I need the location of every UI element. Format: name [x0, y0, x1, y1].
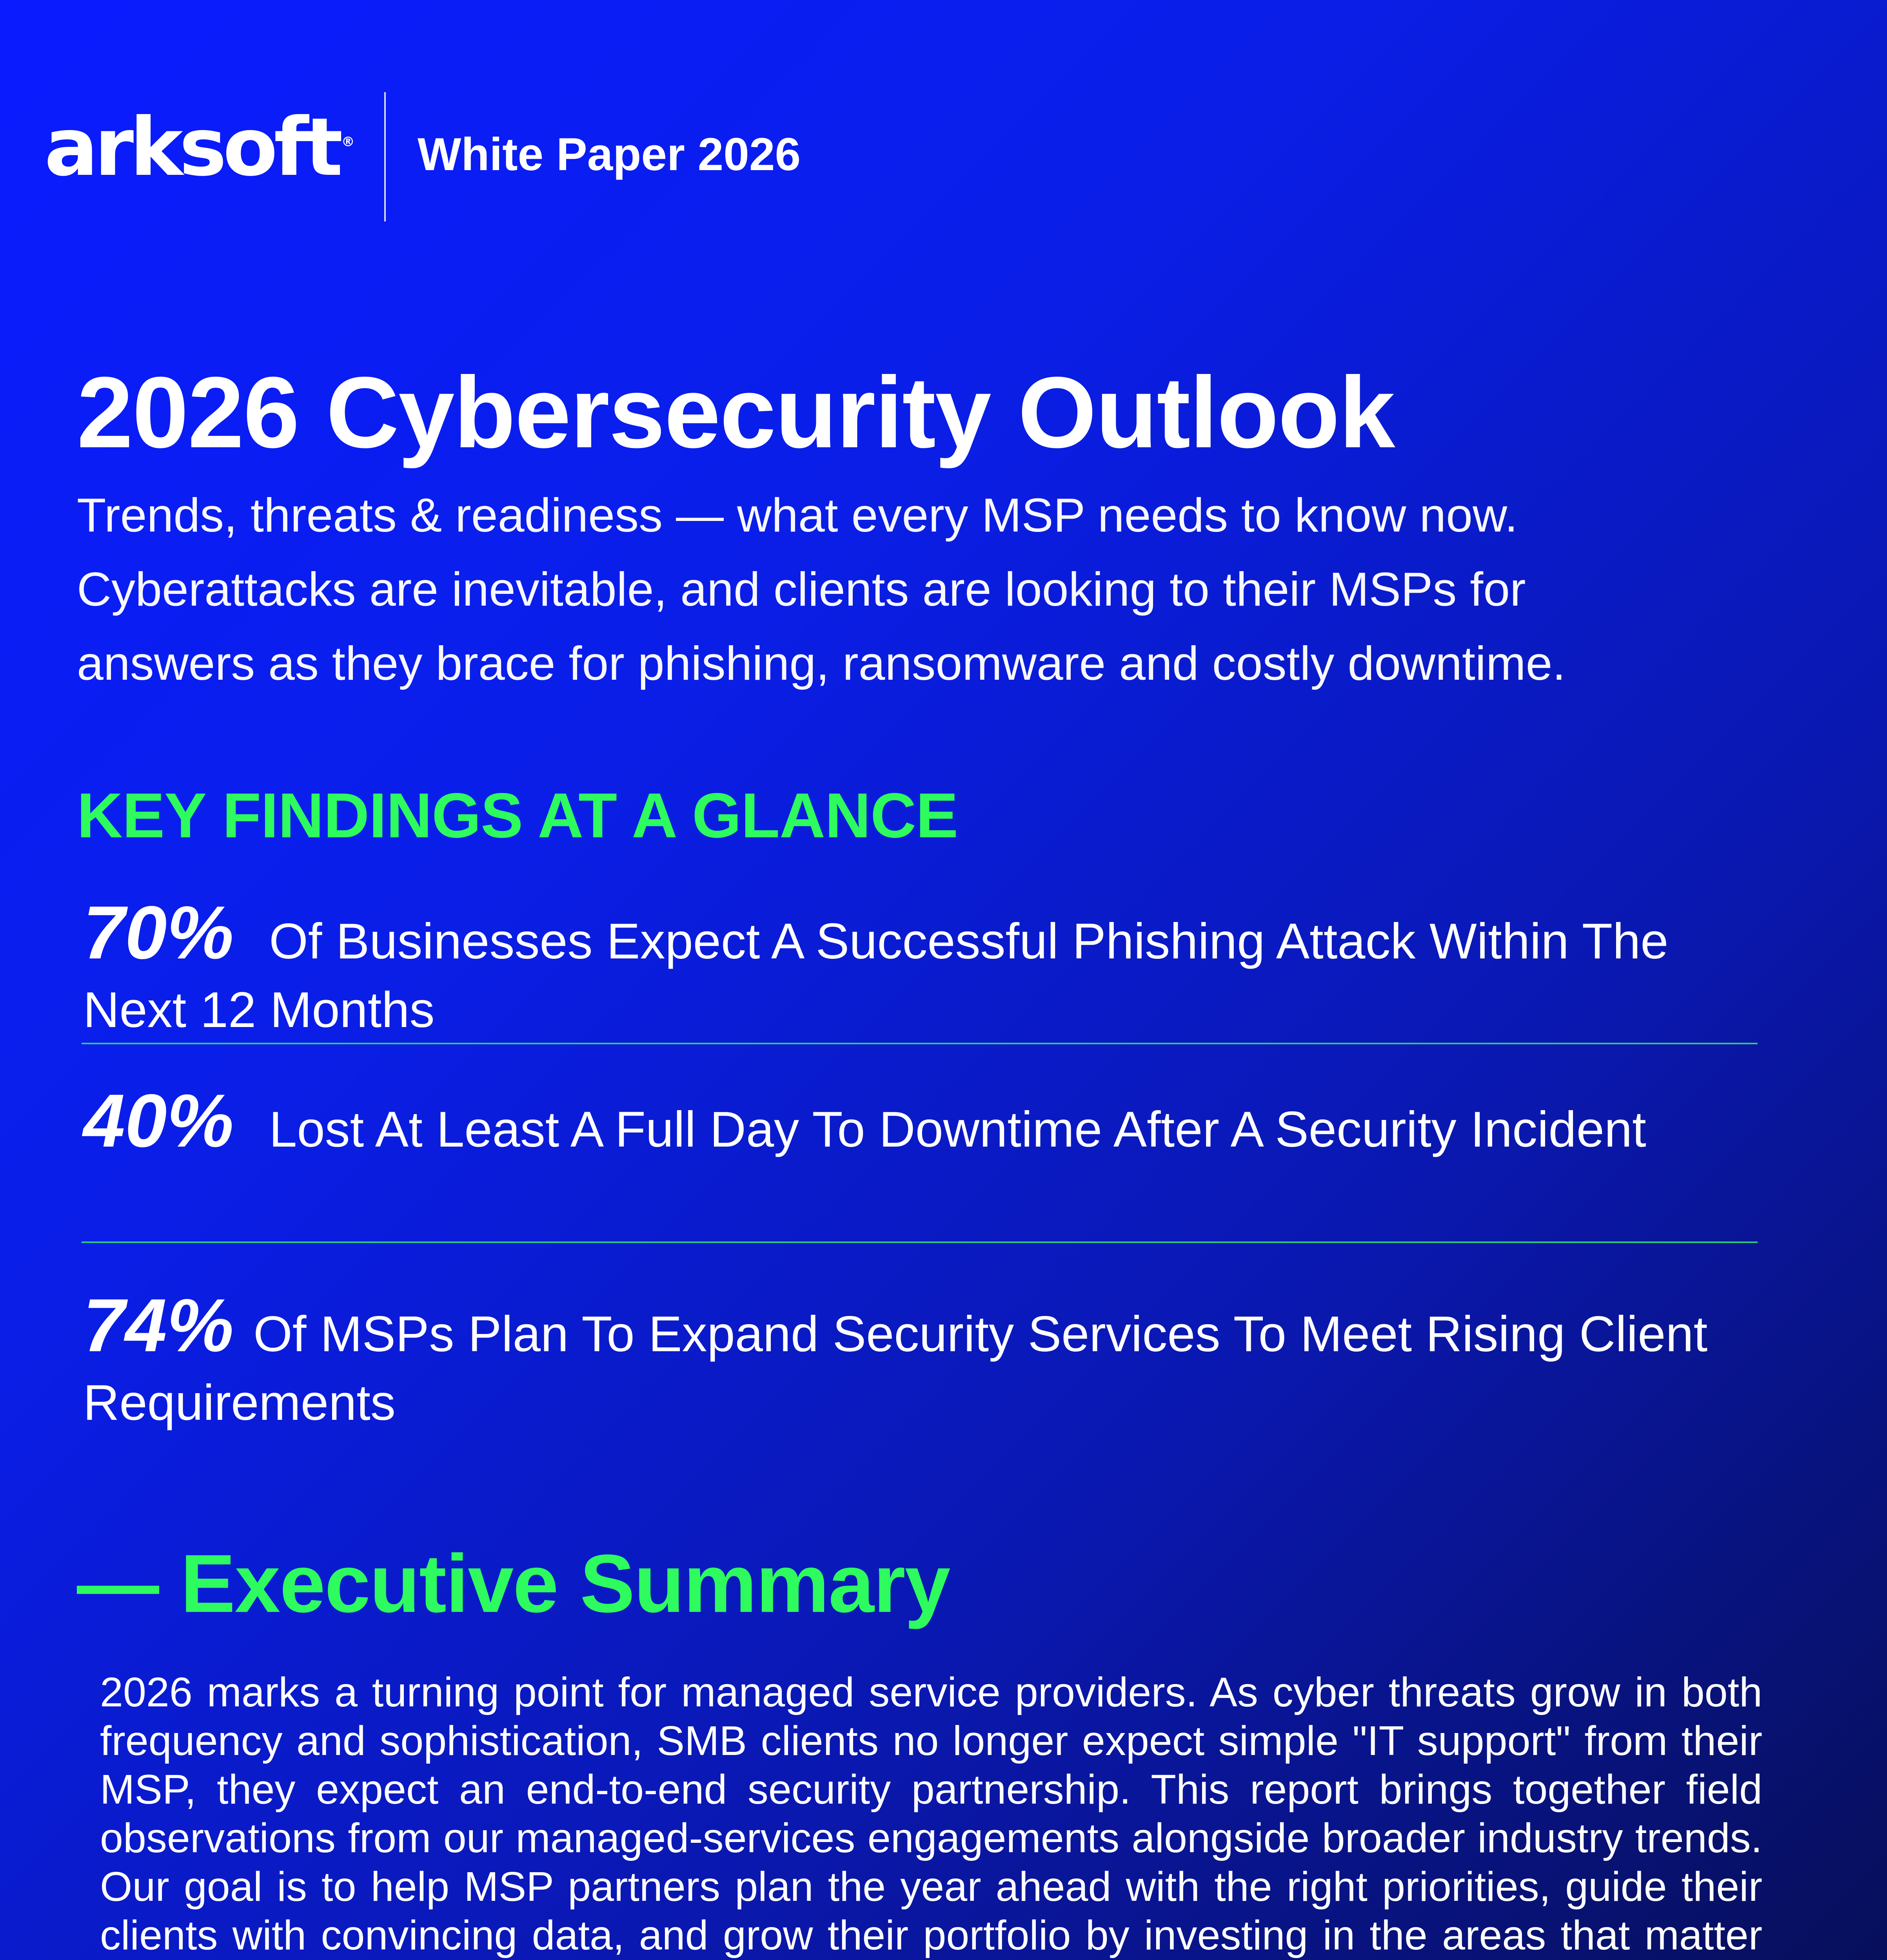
executive-summary-body: 2026 marks a turning point for managed service providers. As cyber threats grow in both frequency and sophistication, SMB clients no longer expect simple "IT support" from their MSP, they expect an end-to-end security partnership. This report brings together field observations from our managed-services engagements alongside broader industry trends. Our goal is to help MSP partners plan the year ahead with the right priorities, guide their clients with convincing data, and grow their portfolio by investing in the areas that matter	[100, 1669, 1762, 1959]
finding-item	[83, 1279, 1749, 1434]
finding-divider	[82, 1043, 1758, 1044]
finding-text: Of Businesses Expect A Successful Phishing Attack Within The Next 12 Months	[83, 913, 1669, 1038]
executive-summary-heading: — Executive Summary	[77, 1537, 950, 1630]
header-divider	[384, 92, 386, 221]
finding-divider	[82, 1241, 1758, 1243]
finding-text: Of MSPs Plan To Expand Security Services To Meet Rising Client Requirements	[83, 1306, 1708, 1431]
page-title: 2026 Cybersecurity Outlook	[77, 356, 1395, 469]
registered-mark: ®	[341, 134, 355, 150]
logo-wordmark: arksoft	[44, 101, 339, 194]
finding-item	[83, 886, 1749, 1042]
finding-value: 74%	[83, 1283, 234, 1367]
white-paper-label: White Paper 2026	[418, 129, 801, 180]
finding-item	[83, 1074, 1749, 1167]
key-findings-heading: KEY FINDINGS AT A GLANCE	[77, 780, 958, 851]
finding-text: Lost At Least A Full Day To Downtime After A Security Incident	[269, 1102, 1646, 1158]
arksoft-logo	[44, 101, 355, 194]
finding-value: 40%	[83, 1078, 234, 1163]
finding-value: 70%	[83, 890, 234, 975]
intro-paragraph: Trends, threats & readiness — what every MSP needs to know now. Cyberattacks are inevitable, and clients are looking to their MSPs for answers as they brace for phishing, ransomware and costly downtime.	[77, 488, 1566, 690]
